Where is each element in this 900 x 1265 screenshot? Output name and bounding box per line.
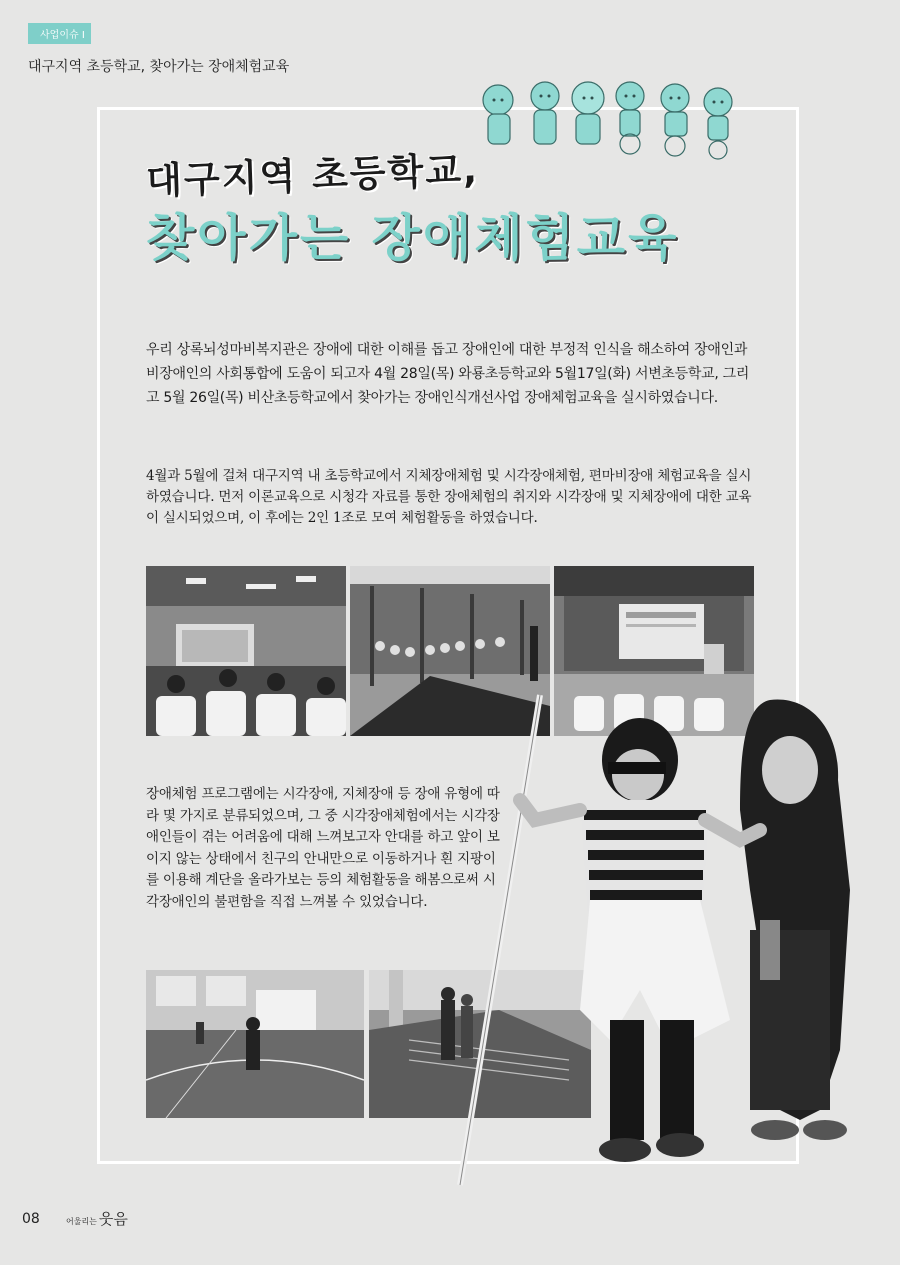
intro-paragraph: 우리 상록뇌성마비복지관은 장애에 대한 이해를 돕고 장애인에 대한 부정적 인식을 해소하여 장애인과 비장애인의 사회통합에 도움이 되고자 4월 28일(목) 와룡초등학교와 5월17일(화) 서변초등학교, 그리고 5월 26일(목) 비산초등학교에서 찾아가는 장애인식개선사업 장애체험교육을 실시하였습니다. xyxy=(146,342,750,406)
lecture-hall-photo xyxy=(146,566,346,736)
hero-title-line1: 대구지역 초등학교, xyxy=(145,148,480,203)
magazine-logo-main: 웃음 xyxy=(98,1210,128,1228)
magazine-logo-prefix: 어울리는 xyxy=(66,1217,97,1226)
magazine-logo xyxy=(66,1208,128,1229)
cartoon-children-illustration xyxy=(470,78,740,163)
document-title: 대구지역 초등학교, 찾아가는 장애체험교육 xyxy=(28,59,290,75)
page-number: 08 xyxy=(22,1211,40,1227)
gym-activity-photo xyxy=(146,970,364,1118)
overview-paragraph: 4월과 5월에 걸쳐 대구지역 내 초등학교에서 지체장애체험 및 시각장애체험, 편마비장애 체험교육을 실시하였습니다. 먼저 이론교육으로 시청각 자료를 통한 장애체험의 취지와 시각장애 및 지체장애에 대한 교육이 실시되었으며, 이 후에는 2인 1조로 모여 체험활동을 하였습니다. xyxy=(146,468,752,526)
section-tag: 사업이슈 I xyxy=(28,23,91,44)
children-cane-guiding-photo xyxy=(440,690,870,1190)
hero-title-line2: 찾아가는 장애체험교육 xyxy=(146,209,680,267)
visual-impairment-paragraph: 장애체험 프로그램에는 시각장애, 지체장애 등 장애 유형에 따라 몇 가지로 분류되었으며, 그 중 시각장애체험에서는 시각장애인들이 겪는 어려움에 대해 느껴보고자 안대를 하고 앞이 보이지 않는 상태에서 친구의 안내만으로 이동하거나 흰 지팡이를 이용해 계단을 올라가보는 등의 체험활동을 해봄으로써 시각장애인의 불편함을 직접 느껴볼 수 있었습니다. xyxy=(146,786,500,910)
